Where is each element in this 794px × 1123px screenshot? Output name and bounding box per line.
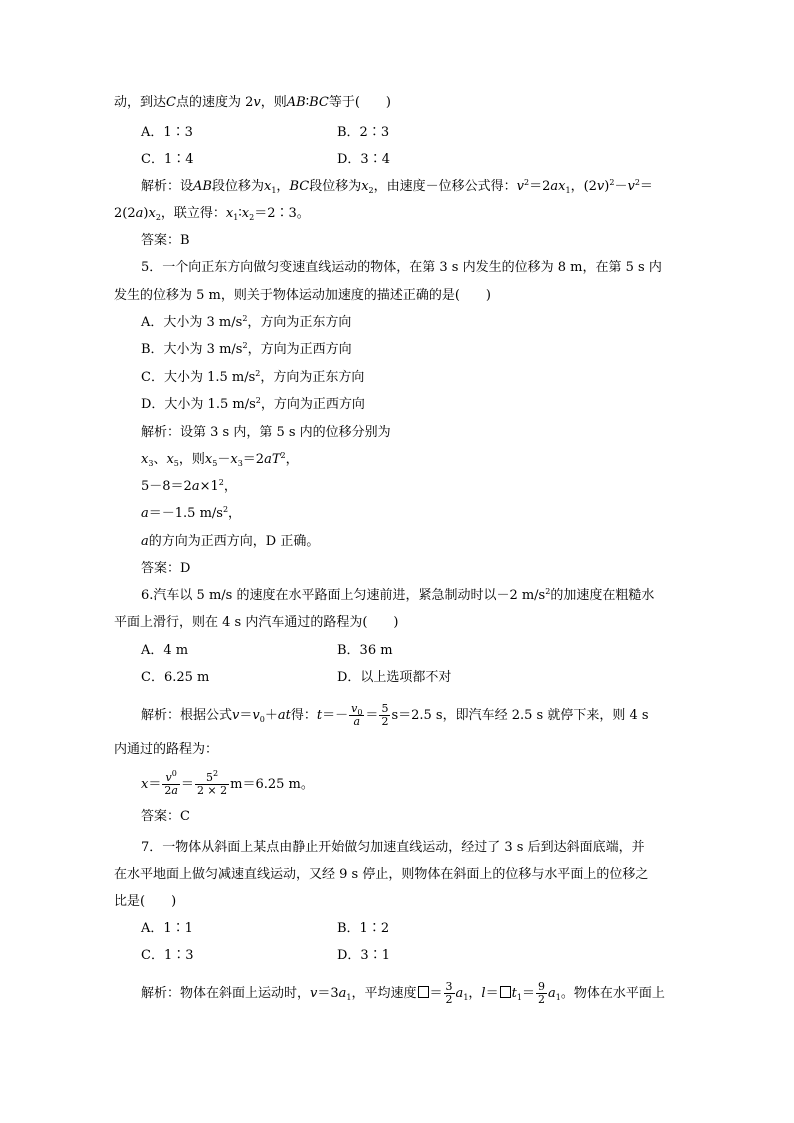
q7-stem-line-2: 在水平地面上做匀减速直线运动，又经 9 s 停止，则物体在斜面上的位移与水平面上的位移之 xyxy=(114,867,649,882)
q4-options-row-1 xyxy=(141,123,741,143)
fraction-v0-over-a: $\frac{v_0}{a}$ xyxy=(351,702,363,728)
q7-option-b: B．1∶2 xyxy=(337,921,390,936)
fraction-5-over-2: $\frac{5}{2}$ xyxy=(381,702,389,728)
q4-analysis-line-2: $2(2a)x_2$，联立得：$x_1∶x_2=2∶3$。 xyxy=(114,206,310,222)
q5-stem-line-1: 5．一个向正东方向做匀变速直线运动的物体，在第 3 s 内发生的位移为 8 m，在第 5 s 内 xyxy=(141,260,662,275)
q5-option-c: C．大小为 1.5 $m/s^2$，方向为正东方向 xyxy=(141,369,365,385)
q6-analysis-line-3: x＝ $\frac{v^0}{2a}$ ＝ $\frac{5^2}{2 \times 2}$ m＝6.25 m。 xyxy=(141,769,314,797)
q5-option-a: A．大小为 3 $m/s^2$，方向为正东方向 xyxy=(141,314,352,330)
q4-option-d: D．3∶4 xyxy=(337,152,390,167)
q6-option-b: B．36 m xyxy=(337,643,393,658)
q7-options-row-1 xyxy=(141,919,741,939)
q4-answer: 答案：B xyxy=(141,233,190,248)
q6-option-c: C．6.25 m xyxy=(141,670,210,685)
q5-option-d: D．大小为 1.5 $m/s^2$，方向为正西方向 xyxy=(141,396,365,412)
fraction-9-over-2: $\frac{9}{2}$ xyxy=(537,980,545,1006)
q7-option-d: D．3∶1 xyxy=(337,948,390,963)
q6-options-row-2 xyxy=(141,668,741,688)
q4-option-c: C．1∶4 xyxy=(141,152,194,167)
q5-answer: 答案：D xyxy=(141,561,191,576)
q6-option-d: D．以上选项都不对 xyxy=(337,670,452,685)
q7-options-row-2 xyxy=(141,946,741,966)
fraction-3-over-2: $\frac{3}{2}$ xyxy=(445,980,453,1006)
q7-option-c: C．1∶3 xyxy=(141,948,194,963)
q4-option-b: B．2∶3 xyxy=(337,125,390,140)
q5-stem-line-2: 发生的位移为 5 m，则关于物体运动加速度的描述正确的是( ) xyxy=(114,288,492,303)
q7-stem-line-1: 7．一物体从斜面上某点由静止开始做匀加速直线运动，经过了 3 s 后到达斜面底端，并 xyxy=(141,840,645,855)
q7-option-a: A．1∶1 xyxy=(141,921,193,936)
average-velocity-symbol-icon xyxy=(418,986,429,998)
q5-analysis-line-4: a＝－1.5 $m/s^2$， xyxy=(141,505,242,521)
q5-option-b: B．大小为 3 $m/s^2$，方向为正西方向 xyxy=(141,341,352,357)
fraction-v0sq-over-2a: $\frac{v^0}{2a}$ xyxy=(164,769,178,797)
q5-analysis-line-3: $5-8=2a\times 1^2$， xyxy=(141,478,237,494)
q6-analysis-line-2: 内通过的路程为： xyxy=(114,742,219,757)
q6-options-row-1 xyxy=(141,641,741,661)
q6-option-a: A．4 m xyxy=(141,643,189,658)
average-velocity-symbol-icon-2 xyxy=(500,986,511,998)
q6-analysis-line-1: 解析：根据公式$v=v_0+at$得：t＝－ $\frac{v_0}{a}$ ＝ $\frac{5}{2}$ s＝2.5 s，即汽车经 2.5 s 就停下来，则 4 s xyxy=(141,702,649,728)
q5-analysis-line-2: $x_3$、$x_5$，则$x_5-x_3=2aT^2$， xyxy=(141,451,299,468)
q6-answer: 答案：C xyxy=(141,809,190,824)
q4-stem-line: 动，到达C点的速度为 2v，则AB∶BC等于( ) xyxy=(114,95,391,110)
q4-analysis-line-1: 解析：设AB段位移为$x_1$，BC段位移为$x_2$，由速度－位移公式得：$v^2=2ax_1$，$(2v)^2-v^2=$ xyxy=(141,178,653,195)
q4-options-row-2 xyxy=(141,150,741,170)
fraction-5sq-over-2x2: $\frac{5^2}{2 \times 2}$ xyxy=(196,769,228,797)
q6-stem-line-2: 平面上滑行，则在 4 s 内汽车通过的路程为( ) xyxy=(114,615,399,630)
q5-analysis-line-5: a的方向为正西方向，D 正确。 xyxy=(141,534,320,549)
q7-analysis-line-1: 解析：物体在斜面上运动时，$v=3a_1$，平均速度 ＝ $\frac{3}{2}$ $a_1$，$l= t_1=$ $\frac{9}{2}$ $a_1$。物体在水平面上 xyxy=(141,980,665,1006)
q6-stem-line-1: 6.汽车以 5 m/s 的速度在水平路面上匀速前进，紧急制动时以－2 $m/s^2$的加速度在粗糙水 xyxy=(141,587,655,603)
q4-option-a: A．1∶3 xyxy=(141,125,193,140)
q7-stem-line-3: 比是( ) xyxy=(114,894,177,909)
q5-analysis-line-1: 解析：设第 3 s 内，第 5 s 内的位移分别为 xyxy=(141,425,391,440)
